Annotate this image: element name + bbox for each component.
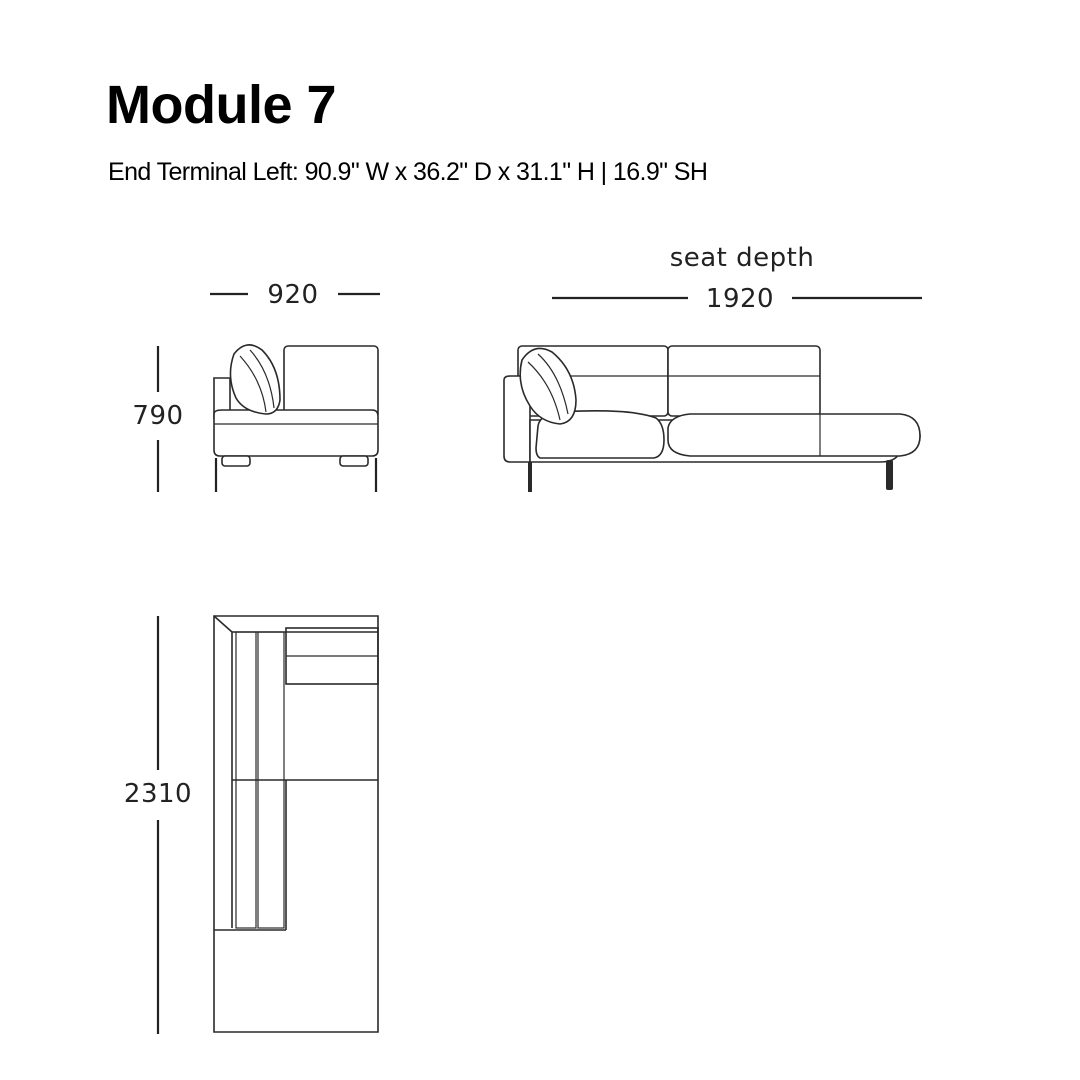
seat-depth-caption: seat depth xyxy=(669,243,815,273)
side-backrest xyxy=(284,346,378,418)
page-title: Module 7 xyxy=(106,75,337,135)
side-cushion xyxy=(230,345,280,414)
front-leg-right xyxy=(886,460,893,490)
front-width-dimension xyxy=(552,243,922,314)
height-dimension xyxy=(132,346,183,492)
side-width-label: 920 xyxy=(267,280,319,310)
top-outline xyxy=(214,616,378,1032)
front-view xyxy=(504,346,920,492)
front-leg-left xyxy=(528,462,532,492)
height-label: 790 xyxy=(132,401,184,431)
side-foot-right xyxy=(340,456,368,466)
side-seat-base xyxy=(214,410,378,456)
front-backrest-right xyxy=(668,346,820,416)
top-view xyxy=(214,616,378,1032)
product-dimensions-summary: End Terminal Left: 90.9" W x 36.2" D x 31.1" H | 16.9" SH xyxy=(108,158,708,186)
side-view xyxy=(214,345,378,492)
front-width-label: 1920 xyxy=(705,284,775,314)
side-foot-left xyxy=(222,456,250,466)
top-length-dimension xyxy=(124,616,192,1034)
front-seat-cushion-right xyxy=(668,414,920,456)
side-width-dimension xyxy=(210,280,380,310)
top-length-label: 2310 xyxy=(123,779,193,809)
